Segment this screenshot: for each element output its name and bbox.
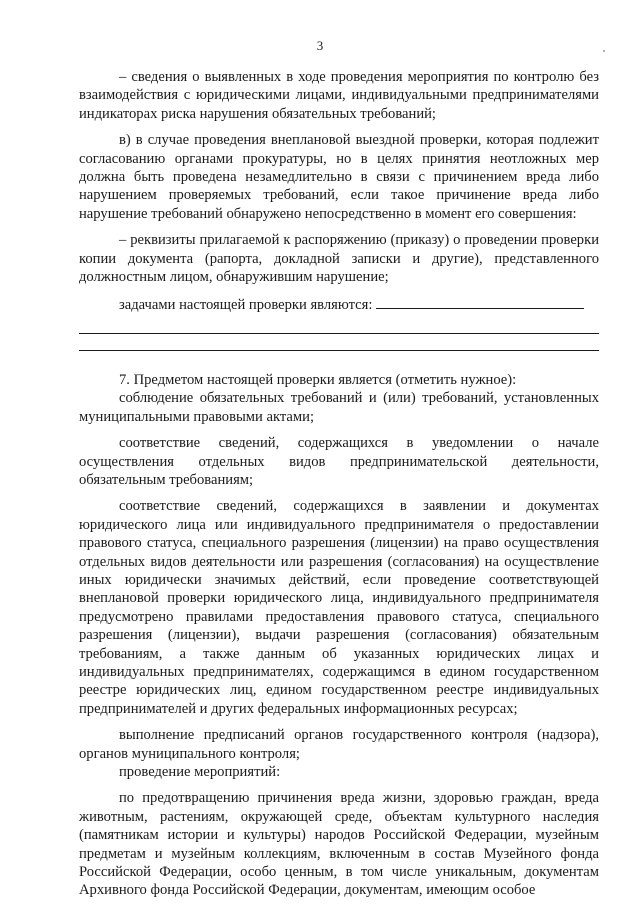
inspection-tasks-line [79, 294, 599, 314]
page-number: 3 [316, 38, 324, 53]
paragraph-compliance: соблюдение обязательных требований и (или) требований, установленных муниципальными правовыми актами; [79, 390, 599, 425]
paragraph-harm-prevention: по предотвращению причинения вреда жизни, здоровью граждан, вреда животным, растениям, окружающей среде, объектам культурного наследия (памятникам истории и культуры) народов Российской Федерации, музейным предметам и музейным коллекциям, включенным в состав Музейного фонда Российской Федерации, особо ценным, в том числе уникальным, документам Архивного фонда Российской Федерации, документам, имеющим особое [79, 790, 599, 899]
paragraph-notification-match: соответствие сведений, содержащихся в уведомлении о начале осуществления отдельных видов предпринимательской деятельности, обязательным требованиям; [79, 435, 599, 488]
paragraph-application-match: соответствие сведений, содержащихся в заявлении и документах юридического лица или индивидуального предпринимателя о предоставлении правового статуса, специального разрешения (лицензии) на право осуществления отдельных видов деятельности или разрешения (согласования) на осуществление иных юридически значимых действий, если проведение соответствующей внеплановой проверки юридического лица, индивидуального предпринимателя предусмотрено правилами предоставления правового статуса, специального разрешения (лицензии), выдачи разрешения (согласования) обязательным требованиям, а также данным об указанных юридических лицах и индивидуальных предпринимателях, содержащимся в едином государственном реестре юридических лиц, едином государственном реестре индивидуальных предпринимателей и других федеральных информационных ресурсах; [79, 498, 599, 717]
paragraph-orders-execution: выполнение предписаний органов государственного контроля (надзора), органов муниципального контроля; [79, 727, 599, 762]
inspection-tasks-label: задачами настоящей проверки являются: [119, 297, 373, 314]
inspection-tasks-blank[interactable] [376, 294, 584, 309]
blank-line-2[interactable] [79, 350, 599, 351]
paragraph-violations-info: – сведения о выявленных в ходе проведения мероприятия по контролю без взаимодействия с юридическими лицами, индивидуальными предпринимателями индикаторах риска нарушения обязательных требований; [79, 69, 599, 122]
paragraph-urgent-inspection: в) в случае проведения внеплановой выездной проверки, которая подлежит согласованию органами прокуратуры, но в целях принятия неотложных мер должна быть проведена незамедлительно в связи с причинением вреда либо нарушением проверяемых требований, если такое причинение вреда либо нарушение требований обнаружено непосредственно в момент его совершения: [79, 132, 599, 222]
paragraph-subject-heading: 7. Предметом настоящей проверки является (отметить нужное): [119, 371, 517, 388]
blank-line-1[interactable] [79, 333, 599, 334]
scan-speck [603, 50, 605, 52]
paragraph-measures: проведение мероприятий: [119, 764, 281, 780]
document-body [79, 68, 599, 900]
paragraph-attached-document: – реквизиты прилагаемой к распоряжению (приказу) о проведении проверки копии документа (рапорта, докладной записки и другие), представленного должностным лицом, обнаружившим нарушение; [79, 232, 599, 286]
